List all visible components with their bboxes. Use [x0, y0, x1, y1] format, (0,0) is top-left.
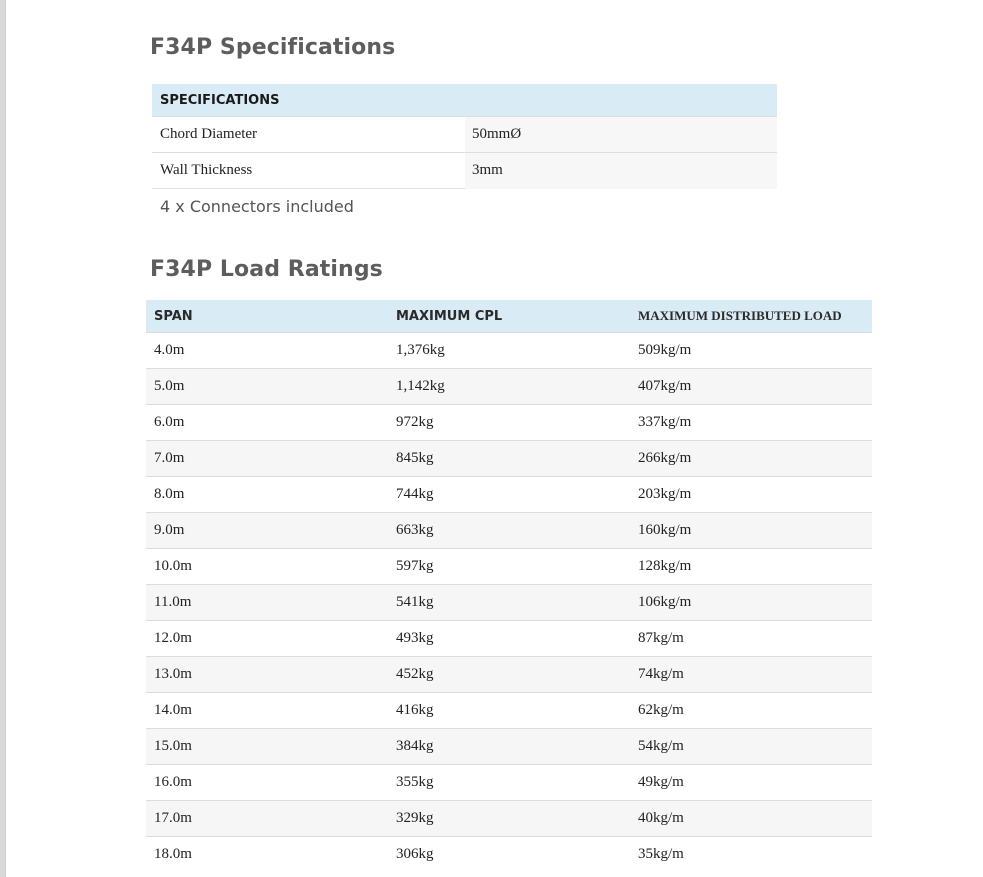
spec-value: 3mm: [465, 153, 777, 189]
table-row: [146, 765, 872, 801]
table-row: [146, 405, 872, 441]
column-header-max-distributed-load: MAXIMUM DISTRIBUTED LOAD: [630, 300, 872, 333]
max-distributed-load-cell: 106kg/m: [630, 585, 872, 621]
max-distributed-load-cell: 337kg/m: [630, 405, 872, 441]
load-ratings-header-row: [146, 300, 872, 333]
max-distributed-load-cell: 54kg/m: [630, 729, 872, 765]
load-ratings-table: [146, 300, 872, 872]
max-cpl-cell: 845kg: [388, 441, 630, 477]
span-cell: 16.0m: [146, 765, 388, 801]
max-cpl-cell: 597kg: [388, 549, 630, 585]
load-ratings-body: [146, 333, 872, 873]
column-header-max-cpl: MAXIMUM CPL: [388, 300, 630, 333]
max-distributed-load-cell: 62kg/m: [630, 693, 872, 729]
span-cell: 12.0m: [146, 621, 388, 657]
table-row: [146, 441, 872, 477]
max-cpl-cell: 416kg: [388, 693, 630, 729]
table-row: [146, 369, 872, 405]
span-cell: 14.0m: [146, 693, 388, 729]
max-distributed-load-cell: 49kg/m: [630, 765, 872, 801]
max-cpl-cell: 1,142kg: [388, 369, 630, 405]
max-cpl-cell: 384kg: [388, 729, 630, 765]
spec-row: [152, 153, 777, 189]
max-distributed-load-cell: 509kg/m: [630, 333, 872, 369]
span-cell: 9.0m: [146, 513, 388, 549]
specifications-table: [152, 84, 777, 189]
max-distributed-load-cell: 407kg/m: [630, 369, 872, 405]
specifications-title: F34P Specifications: [150, 35, 396, 60]
max-distributed-load-cell: 87kg/m: [630, 621, 872, 657]
table-row: [146, 657, 872, 693]
spec-label: Wall Thickness: [152, 153, 465, 189]
span-cell: 6.0m: [146, 405, 388, 441]
max-distributed-load-cell: 266kg/m: [630, 441, 872, 477]
max-cpl-cell: 329kg: [388, 801, 630, 837]
max-cpl-cell: 744kg: [388, 477, 630, 513]
table-row: [146, 621, 872, 657]
span-cell: 18.0m: [146, 837, 388, 873]
max-cpl-cell: 541kg: [388, 585, 630, 621]
span-cell: 5.0m: [146, 369, 388, 405]
span-cell: 4.0m: [146, 333, 388, 369]
max-distributed-load-cell: 128kg/m: [630, 549, 872, 585]
max-cpl-cell: 306kg: [388, 837, 630, 873]
max-cpl-cell: 355kg: [388, 765, 630, 801]
max-distributed-load-cell: 160kg/m: [630, 513, 872, 549]
spec-label: Chord Diameter: [152, 117, 465, 153]
table-row: [146, 513, 872, 549]
max-cpl-cell: 972kg: [388, 405, 630, 441]
spec-row: [152, 117, 777, 153]
span-cell: 10.0m: [146, 549, 388, 585]
span-cell: 13.0m: [146, 657, 388, 693]
max-cpl-cell: 452kg: [388, 657, 630, 693]
max-cpl-cell: 663kg: [388, 513, 630, 549]
table-row: [146, 549, 872, 585]
max-cpl-cell: 493kg: [388, 621, 630, 657]
spec-value: 50mmØ: [465, 117, 777, 153]
max-distributed-load-cell: 203kg/m: [630, 477, 872, 513]
span-cell: 11.0m: [146, 585, 388, 621]
span-cell: 17.0m: [146, 801, 388, 837]
max-distributed-load-cell: 35kg/m: [630, 837, 872, 873]
max-distributed-load-cell: 40kg/m: [630, 801, 872, 837]
table-row: [146, 729, 872, 765]
specifications-header: SPECIFICATIONS: [152, 84, 777, 117]
page-left-border: [0, 0, 6, 877]
table-row: [146, 693, 872, 729]
span-cell: 8.0m: [146, 477, 388, 513]
max-distributed-load-cell: 74kg/m: [630, 657, 872, 693]
table-row: [146, 837, 872, 873]
table-row: [146, 333, 872, 369]
column-header-span: SPAN: [146, 300, 388, 333]
specifications-header-row: [152, 84, 777, 117]
load-ratings-title: F34P Load Ratings: [150, 257, 383, 282]
connectors-note: 4 x Connectors included: [160, 197, 354, 216]
table-row: [146, 477, 872, 513]
max-cpl-cell: 1,376kg: [388, 333, 630, 369]
span-cell: 15.0m: [146, 729, 388, 765]
table-row: [146, 801, 872, 837]
table-row: [146, 585, 872, 621]
span-cell: 7.0m: [146, 441, 388, 477]
